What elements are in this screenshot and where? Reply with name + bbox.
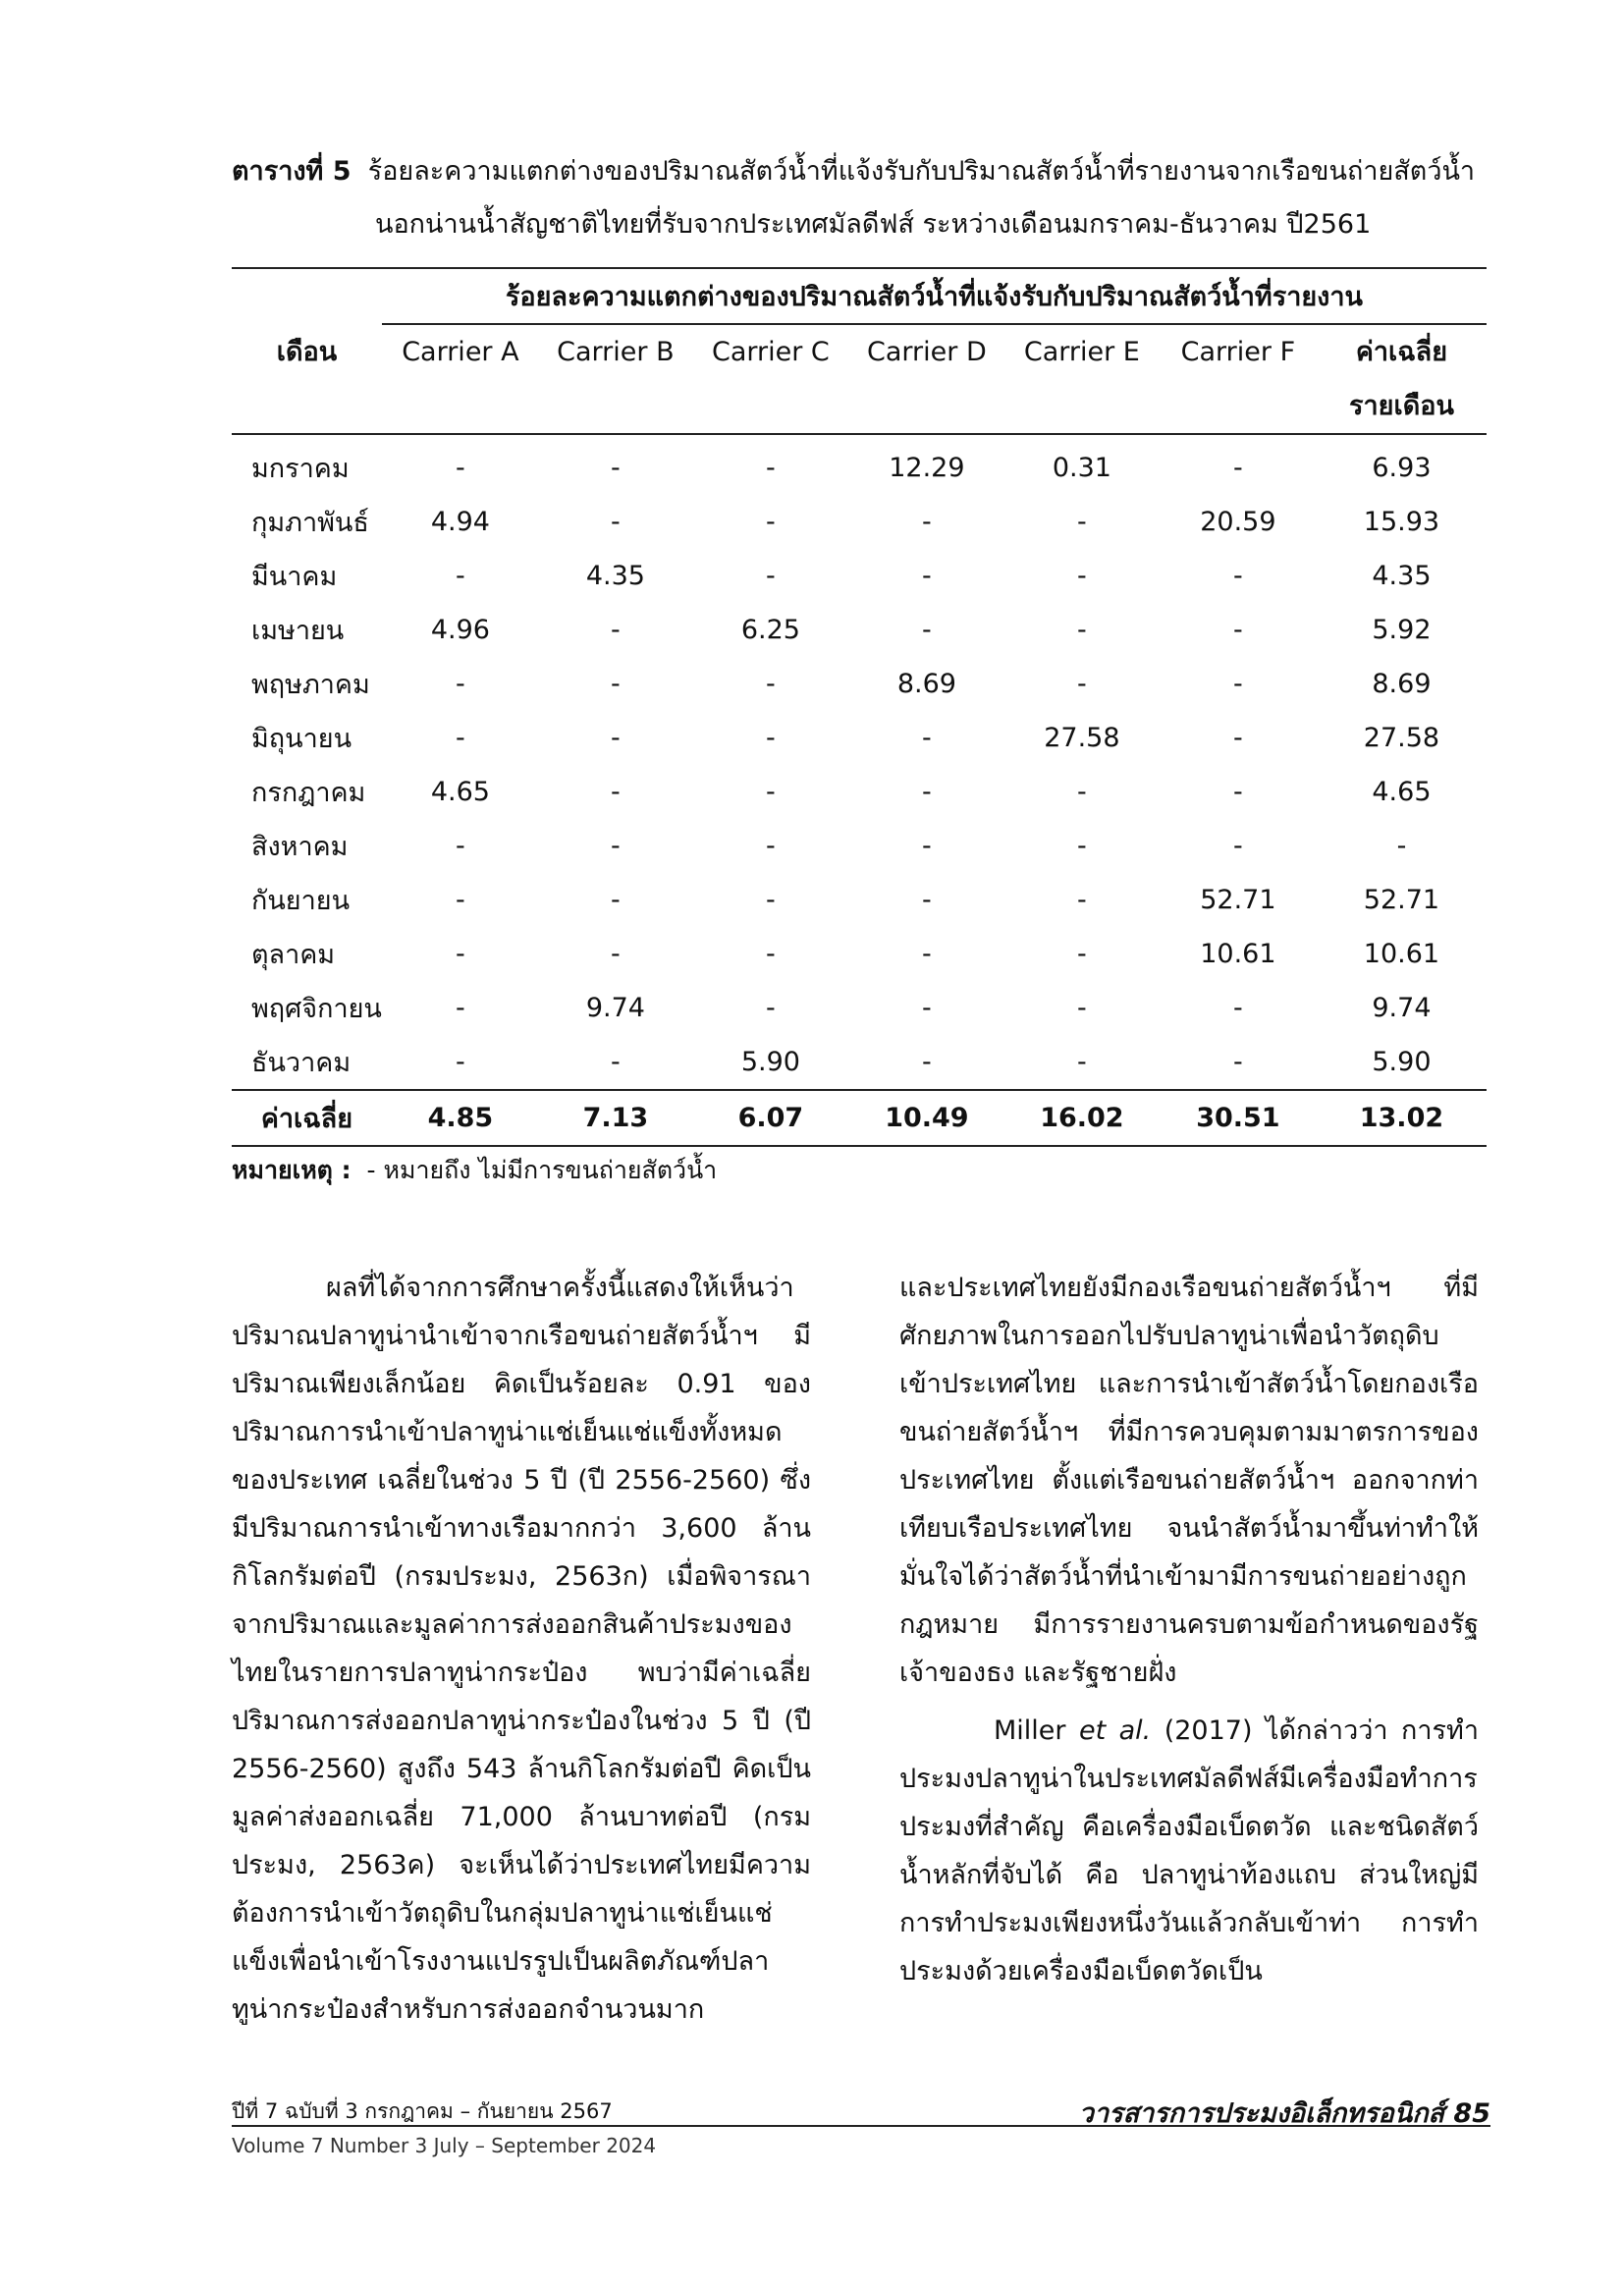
- month-cell: มกราคม: [251, 454, 350, 484]
- value-cell: 6.25: [740, 615, 800, 645]
- paragraph: [899, 1707, 1479, 1995]
- value-cell: -: [1077, 993, 1087, 1023]
- value-cell: -: [1233, 831, 1243, 861]
- caption-line-2: นอกน่านน้ำสัญชาติไทยที่รับจากประเทศมัลดีฟส์ ระหว่างเดือนมกราคม-ธันวาคม ปี2561: [375, 209, 1372, 240]
- value-cell: -: [766, 453, 776, 483]
- value-cell: 12.29: [889, 453, 965, 483]
- table-row: [232, 819, 1487, 873]
- value-cell: -: [456, 939, 465, 969]
- value-cell: -: [922, 615, 932, 645]
- value-cell: -: [1077, 1047, 1087, 1077]
- month-cell: มีนาคม: [251, 562, 338, 592]
- value-cell: -: [456, 885, 465, 915]
- value-cell: 4.35: [585, 561, 645, 591]
- value-cell: 5.92: [1372, 615, 1432, 645]
- month-cell: กรกฎาคม: [251, 778, 366, 808]
- table-row: [232, 765, 1487, 819]
- month-cell: มิถุนายน: [251, 724, 352, 754]
- footer-label: ค่าเฉลี่ย: [232, 1090, 382, 1146]
- month-cell: กุมภาพันธ์: [251, 508, 369, 538]
- value-cell: 0.31: [1052, 453, 1111, 483]
- value-cell: 4.94: [430, 507, 490, 537]
- value-cell: -: [766, 993, 776, 1023]
- column-header: Carrier D: [867, 337, 987, 367]
- caption-label: ตารางที่ 5: [232, 156, 352, 187]
- value-cell: -: [456, 831, 465, 861]
- value-cell: -: [766, 669, 776, 699]
- value-cell: -: [1233, 561, 1243, 591]
- value-cell: -: [922, 885, 932, 915]
- month-cell: ตุลาคม: [251, 940, 336, 970]
- value-cell: -: [922, 561, 932, 591]
- note-label: หมายเหตุ :: [232, 1156, 352, 1184]
- value-cell: 52.71: [1363, 885, 1440, 915]
- value-cell: -: [611, 885, 621, 915]
- table-row: [232, 495, 1487, 549]
- value-cell: -: [766, 561, 776, 591]
- value-cell: -: [456, 723, 465, 753]
- column-header: Carrier F: [1180, 337, 1296, 367]
- value-cell: 9.74: [1372, 993, 1432, 1023]
- value-cell: -: [922, 939, 932, 969]
- month-cell: พฤษภาคม: [251, 670, 370, 700]
- table-row: [232, 927, 1487, 981]
- value-cell: -: [922, 507, 932, 537]
- avg-header-1: ค่าเฉลี่ย: [1355, 337, 1448, 367]
- author: Miller: [994, 1715, 1066, 1746]
- value-cell: -: [922, 993, 932, 1023]
- value-cell: 10.61: [1200, 939, 1276, 969]
- value-cell: -: [1077, 939, 1087, 969]
- footer-value: 4.85: [382, 1090, 539, 1146]
- value-cell: -: [922, 1047, 932, 1077]
- value-cell: -: [611, 453, 621, 483]
- value-cell: 10.61: [1363, 939, 1440, 969]
- value-cell: -: [922, 831, 932, 861]
- value-cell: -: [456, 561, 465, 591]
- value-cell: -: [1077, 615, 1087, 645]
- month-cell: กันยายน: [251, 886, 351, 916]
- value-cell: -: [1077, 507, 1087, 537]
- value-cell: -: [611, 723, 621, 753]
- value-cell: -: [1077, 777, 1087, 807]
- value-cell: -: [766, 939, 776, 969]
- month-cell: เมษายน: [251, 616, 345, 646]
- value-cell: 20.59: [1200, 507, 1276, 537]
- body-column-left: [232, 1264, 811, 2034]
- group-header: ร้อยละความแตกต่างของปริมาณสัตว์น้ำที่แจ้งรับกับปริมาณสัตว์น้ำที่รายงาน: [382, 268, 1487, 324]
- value-cell: -: [611, 939, 621, 969]
- value-cell: 27.58: [1363, 723, 1440, 753]
- column-header: Carrier E: [1023, 337, 1140, 367]
- value-cell: 5.90: [740, 1047, 800, 1077]
- value-cell: -: [1233, 453, 1243, 483]
- value-cell: 4.96: [430, 615, 490, 645]
- value-cell: 6.93: [1372, 453, 1432, 483]
- value-cell: -: [1233, 993, 1243, 1023]
- value-cell: -: [456, 453, 465, 483]
- value-cell: -: [766, 885, 776, 915]
- value-cell: -: [456, 669, 465, 699]
- value-cell: -: [1077, 885, 1087, 915]
- value-cell: -: [611, 1047, 621, 1077]
- table-row: [232, 434, 1487, 495]
- footer-value: 6.07: [692, 1090, 849, 1146]
- value-cell: -: [456, 993, 465, 1023]
- month-cell: สิงหาคม: [251, 832, 349, 862]
- paragraph: และประเทศไทยยังมีกองเรือขนถ่ายสัตว์น้ำฯ ที่มีศักยภาพในการออกไปรับปลาทูน่าเพื่อนำวัตถุดิบเข้าประเทศไทย และการนำเข้าสัตว์น้ำโดยกองเรือขนถ่ายสัตว์น้ำฯ ที่มีการควบคุมตามมาตรการของประเทศไทย ตั้งแต่เรือขนถ่ายสัตว์น้ำฯ ออกจากท่าเทียบเรือประเทศไทย จนนำสัตว์น้ำมาขึ้นท่าทำให้มั่นใจได้ว่าสัตว์น้ำที่นำเข้ามามีการขนถ่ายอย่างถูกกฎหมาย มีการรายงานครบตามข้อกำหนดของรัฐเจ้าของธง และรัฐชายฝั่ง: [899, 1273, 1479, 1688]
- avg-header-2: รายเดือน: [1317, 379, 1487, 434]
- footer-issue-en: Volume 7 Number 3 July – September 2024: [232, 2134, 657, 2157]
- table-note: [232, 1151, 717, 1190]
- column-header: Carrier C: [712, 337, 830, 367]
- value-cell: 27.58: [1044, 723, 1120, 753]
- month-cell: พฤศจิกายน: [251, 994, 382, 1024]
- value-cell: -: [1233, 1047, 1243, 1077]
- value-cell: -: [1077, 831, 1087, 861]
- value-cell: -: [1077, 561, 1087, 591]
- value-cell: -: [1077, 669, 1087, 699]
- footer-value: 7.13: [539, 1090, 692, 1146]
- value-cell: -: [611, 507, 621, 537]
- paragraph: ผลที่ได้จากการศึกษาครั้งนี้แสดงให้เห็นว่าปริมาณปลาทูน่านำเข้าจากเรือขนถ่ายสัตว์น้ำฯ มีปริมาณเพียงเล็กน้อย คิดเป็นร้อยละ 0.91 ของปริมาณการนำเข้าปลาทูน่าแช่เย็นแช่แข็งทั้งหมดของประเทศ เฉลี่ยในช่วง 5 ปี (ปี 2556-2560) ซึ่งมีปริมาณการนำเข้าทางเรือมากกว่า 3,600 ล้านกิโลกรัมต่อปี (กรมประมง, 2563ก) เมื่อพิจารณาจากปริมาณและมูลค่าการส่งออกสินค้าประมงของไทยในรายการปลาทูน่ากระป๋อง พบว่ามีค่าเฉลี่ยปริมาณการส่งออกปลาทูน่ากระป๋องในช่วง 5 ปี (ปี 2556-2560) สูงถึง 543 ล้านกิโลกรัมต่อปี คิดเป็นมูลค่าส่งออกเฉลี่ย 71,000 ล้านบาทต่อปี (กรมประมง, 2563ค) จะเห็นได้ว่าประเทศไทยมีความต้องการนำเข้าวัตถุดิบในกลุ่มปลาทูน่าแช่เย็นแช่แข็งเพื่อนำเข้าโรงงานแปรรูปเป็นผลิตภัณฑ์ปลาทูน่ากระป๋องสำหรับการส่งออกจำนวนมาก: [232, 1273, 811, 2025]
- value-cell: 4.65: [430, 777, 490, 807]
- value-cell: 8.69: [896, 669, 956, 699]
- month-header: เดือน: [232, 268, 382, 434]
- value-cell: -: [1233, 777, 1243, 807]
- value-cell: -: [611, 777, 621, 807]
- value-cell: -: [1233, 615, 1243, 645]
- data-table: [232, 267, 1487, 1147]
- paragraph-text: (2017) ได้กล่าวว่า การทำประมงปลาทูน่าในประเทศมัลดีฟส์มีเครื่องมือทำการประมงที่สำคัญ คือเครื่องมือเบ็ดตวัด และชนิดสัตว์น้ำหลักที่จับได้ คือ ปลาทูน่าท้องแถบ ส่วนใหญ่มีการทำประมงเพียงหนึ่งวันแล้วกลับเข้าท่า การทำประมงด้วยเครื่องมือเบ็ดตวัดเป็น: [899, 1715, 1479, 1987]
- table-row: [232, 549, 1487, 603]
- footer-value: 30.51: [1160, 1090, 1317, 1146]
- footer-issue-th: ปีที่ 7 ฉบับที่ 3 กรกฎาคม – กันยายน 2567: [232, 2099, 613, 2123]
- table-caption: [232, 145, 1508, 251]
- table-row: [232, 657, 1487, 711]
- value-cell: -: [1396, 831, 1407, 861]
- table-row: [232, 873, 1487, 927]
- value-cell: 5.90: [1372, 1047, 1432, 1077]
- table-footer-row: [232, 1090, 1487, 1146]
- body-column-right: [899, 1264, 1479, 1995]
- value-cell: -: [766, 723, 776, 753]
- month-cell: ธันวาคม: [251, 1048, 352, 1078]
- value-cell: -: [766, 777, 776, 807]
- table-row: [232, 1035, 1487, 1090]
- caption-line-1: ร้อยละความแตกต่างของปริมาณสัตว์น้ำที่แจ้งรับกับปริมาณสัตว์น้ำที่รายงานจากเรือขนถ่ายสัตว์น้ำ: [367, 156, 1476, 187]
- column-header: Carrier B: [557, 337, 675, 367]
- footer-value: 10.49: [849, 1090, 1004, 1146]
- et-al: et al.: [1078, 1715, 1152, 1746]
- value-cell: 9.74: [585, 993, 645, 1023]
- table-row: [232, 981, 1487, 1035]
- value-cell: 15.93: [1363, 507, 1440, 537]
- value-cell: -: [1233, 723, 1243, 753]
- value-cell: -: [922, 777, 932, 807]
- footer-value: 13.02: [1317, 1090, 1487, 1146]
- table-row: [232, 711, 1487, 765]
- footer-journal-page: วารสารการประมงอิเล็กทรอนิกส์ 85: [1078, 2098, 1490, 2129]
- column-header: Carrier A: [402, 337, 519, 367]
- value-cell: -: [611, 615, 621, 645]
- value-cell: -: [611, 669, 621, 699]
- footer-value: 16.02: [1004, 1090, 1160, 1146]
- value-cell: -: [766, 831, 776, 861]
- value-cell: -: [1233, 669, 1243, 699]
- note-text: - หมายถึง ไม่มีการขนถ่ายสัตว์น้ำ: [366, 1156, 718, 1184]
- value-cell: -: [766, 507, 776, 537]
- table-row: [232, 603, 1487, 657]
- value-cell: 8.69: [1372, 669, 1432, 699]
- value-cell: 52.71: [1200, 885, 1276, 915]
- value-cell: -: [922, 723, 932, 753]
- value-cell: -: [456, 1047, 465, 1077]
- value-cell: 4.65: [1372, 777, 1432, 807]
- value-cell: 4.35: [1372, 561, 1432, 591]
- value-cell: -: [611, 831, 621, 861]
